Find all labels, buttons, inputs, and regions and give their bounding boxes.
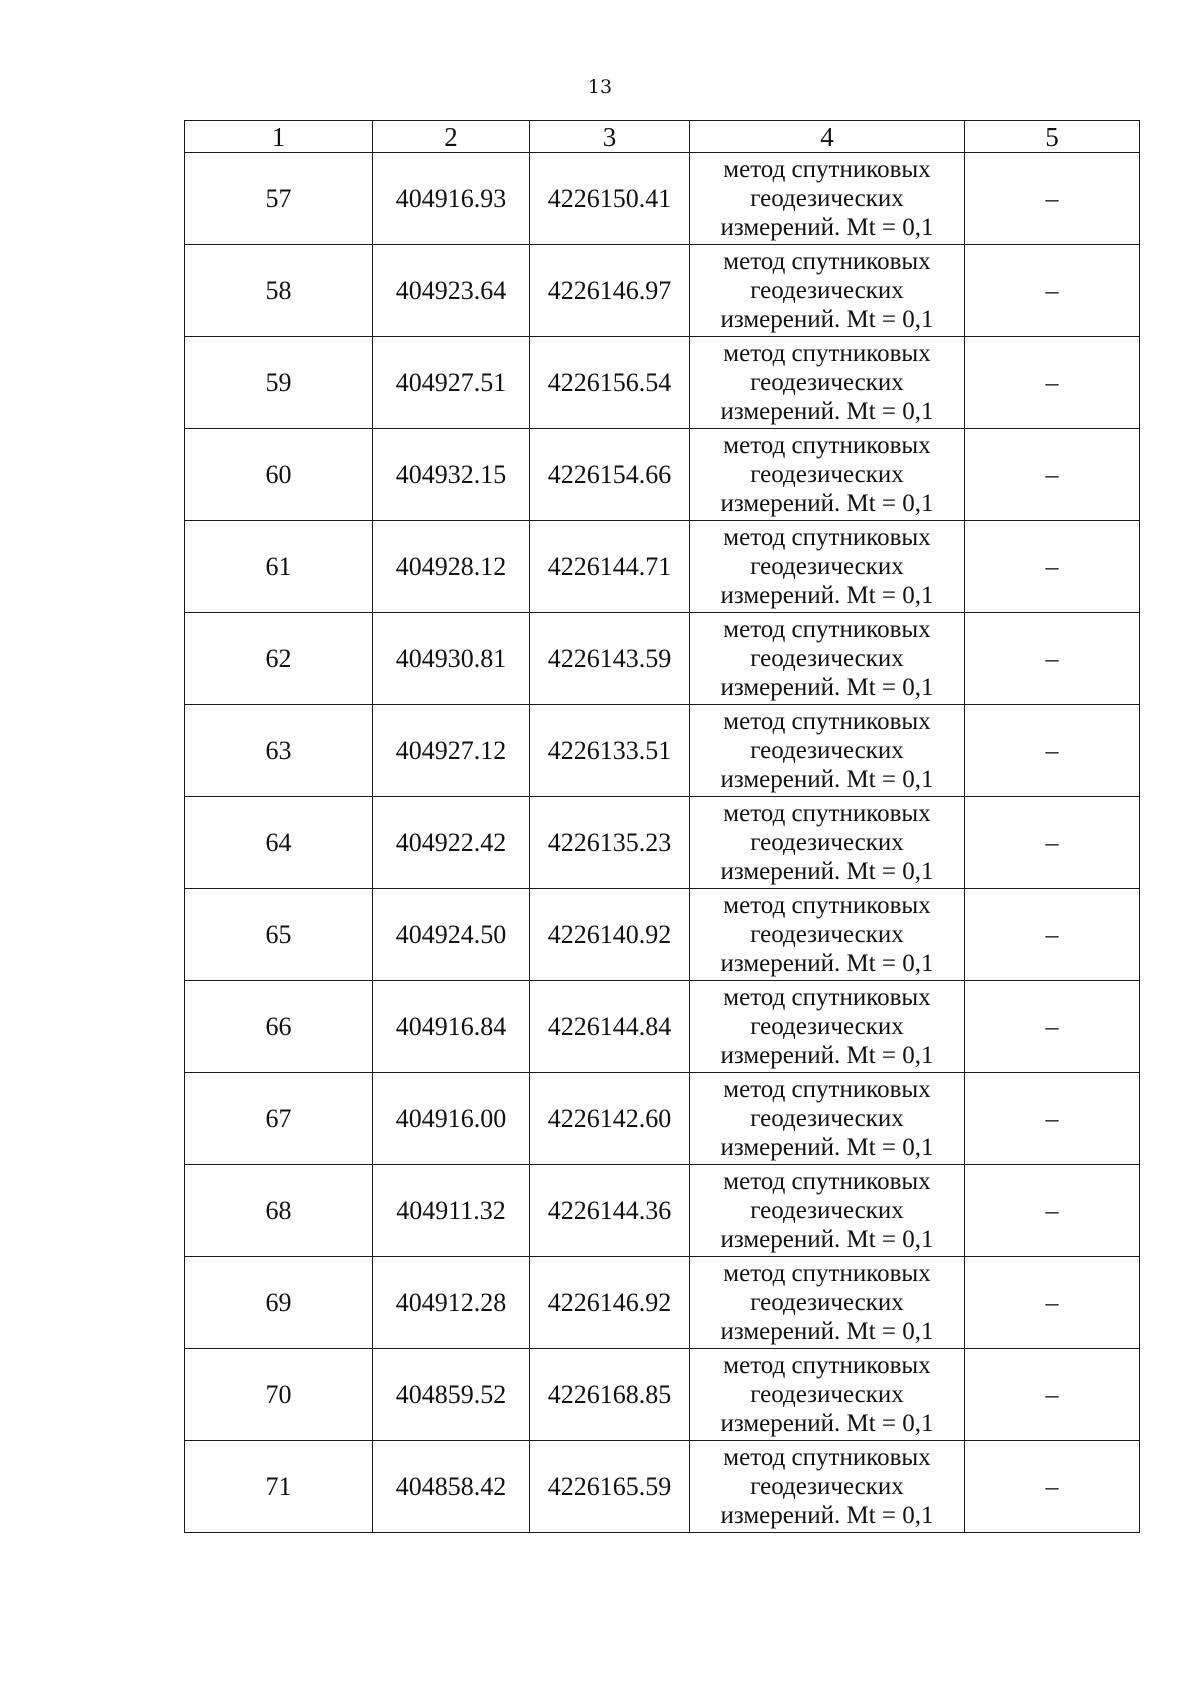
note-cell: – — [965, 1165, 1140, 1257]
method-line: метод спутниковых — [723, 708, 931, 735]
method-cell — [690, 1349, 965, 1441]
method-line: метод спутниковых — [723, 524, 931, 551]
method-line: метод спутниковых — [723, 156, 931, 183]
method-line: измерений. Mt = 0,1 — [720, 1042, 934, 1069]
point-number-cell: 67 — [185, 1073, 373, 1165]
method-cell — [690, 1073, 965, 1165]
table-row — [185, 337, 1140, 429]
point-number-cell: 64 — [185, 797, 373, 889]
note-cell: – — [965, 521, 1140, 613]
method-cell — [690, 705, 965, 797]
method-cell — [690, 521, 965, 613]
y-coordinate-cell: 4226168.85 — [530, 1349, 690, 1441]
y-coordinate-cell: 4226144.71 — [530, 521, 690, 613]
method-line: геодезических — [750, 1013, 904, 1040]
y-coordinate-cell: 4226144.36 — [530, 1165, 690, 1257]
x-coordinate-cell: 404930.81 — [373, 613, 530, 705]
method-line: геодезических — [750, 277, 904, 304]
method-line: метод спутниковых — [723, 432, 931, 459]
column-header: 5 — [965, 121, 1140, 153]
table-row — [185, 1441, 1140, 1533]
x-coordinate-cell: 404922.42 — [373, 797, 530, 889]
note-cell: – — [965, 429, 1140, 521]
method-cell — [690, 1441, 965, 1533]
method-line: метод спутниковых — [723, 1260, 931, 1287]
method-line: измерений. Mt = 0,1 — [720, 398, 934, 425]
point-number-cell: 70 — [185, 1349, 373, 1441]
point-number-cell: 71 — [185, 1441, 373, 1533]
point-number-cell: 60 — [185, 429, 373, 521]
table-row — [185, 153, 1140, 245]
note-cell: – — [965, 797, 1140, 889]
table-row — [185, 521, 1140, 613]
method-cell — [690, 429, 965, 521]
method-line: метод спутниковых — [723, 616, 931, 643]
table-row — [185, 1257, 1140, 1349]
method-line: измерений. Mt = 0,1 — [720, 1226, 934, 1253]
y-coordinate-cell: 4226146.97 — [530, 245, 690, 337]
method-line: геодезических — [750, 829, 904, 856]
table-row — [185, 613, 1140, 705]
column-header: 3 — [530, 121, 690, 153]
x-coordinate-cell: 404927.51 — [373, 337, 530, 429]
method-line: метод спутниковых — [723, 984, 931, 1011]
note-cell: – — [965, 1441, 1140, 1533]
note-cell: – — [965, 1257, 1140, 1349]
method-line: геодезических — [750, 1289, 904, 1316]
method-line: метод спутниковых — [723, 340, 931, 367]
method-line: геодезических — [750, 369, 904, 396]
method-line: геодезических — [750, 1473, 904, 1500]
y-coordinate-cell: 4226144.84 — [530, 981, 690, 1073]
table-row — [185, 245, 1140, 337]
point-number-cell: 66 — [185, 981, 373, 1073]
note-cell: – — [965, 981, 1140, 1073]
y-coordinate-cell: 4226135.23 — [530, 797, 690, 889]
method-cell — [690, 153, 965, 245]
method-cell — [690, 797, 965, 889]
table-row — [185, 981, 1140, 1073]
point-number-cell: 69 — [185, 1257, 373, 1349]
method-cell — [690, 245, 965, 337]
method-line: геодезических — [750, 185, 904, 212]
method-line: метод спутниковых — [723, 1444, 931, 1471]
method-cell — [690, 889, 965, 981]
method-line: измерений. Mt = 0,1 — [720, 766, 934, 793]
method-line: геодезических — [750, 1381, 904, 1408]
note-cell: – — [965, 245, 1140, 337]
method-cell — [690, 981, 965, 1073]
x-coordinate-cell: 404916.84 — [373, 981, 530, 1073]
table-row — [185, 1165, 1140, 1257]
method-cell — [690, 1165, 965, 1257]
column-header: 4 — [690, 121, 965, 153]
x-coordinate-cell: 404911.32 — [373, 1165, 530, 1257]
method-line: геодезических — [750, 1197, 904, 1224]
method-line: измерений. Mt = 0,1 — [720, 950, 934, 977]
x-coordinate-cell: 404858.42 — [373, 1441, 530, 1533]
column-header: 2 — [373, 121, 530, 153]
method-line: измерений. Mt = 0,1 — [720, 1318, 934, 1345]
x-coordinate-cell: 404932.15 — [373, 429, 530, 521]
page-number: 13 — [587, 76, 613, 98]
y-coordinate-cell: 4226140.92 — [530, 889, 690, 981]
point-number-cell: 68 — [185, 1165, 373, 1257]
method-line: измерений. Mt = 0,1 — [720, 1134, 934, 1161]
table-body — [185, 153, 1140, 1533]
note-cell: – — [965, 889, 1140, 981]
x-coordinate-cell: 404924.50 — [373, 889, 530, 981]
y-coordinate-cell: 4226165.59 — [530, 1441, 690, 1533]
method-line: метод спутниковых — [723, 800, 931, 827]
method-cell — [690, 613, 965, 705]
method-line: геодезических — [750, 553, 904, 580]
note-cell: – — [965, 1073, 1140, 1165]
point-number-cell: 61 — [185, 521, 373, 613]
y-coordinate-cell: 4226150.41 — [530, 153, 690, 245]
note-cell: – — [965, 613, 1140, 705]
method-line: метод спутниковых — [723, 1168, 931, 1195]
method-line: измерений. Mt = 0,1 — [720, 582, 934, 609]
method-line: метод спутниковых — [723, 892, 931, 919]
x-coordinate-cell: 404927.12 — [373, 705, 530, 797]
point-number-cell: 65 — [185, 889, 373, 981]
note-cell: – — [965, 705, 1140, 797]
x-coordinate-cell: 404923.64 — [373, 245, 530, 337]
method-line: измерений. Mt = 0,1 — [720, 674, 934, 701]
note-cell: – — [965, 1349, 1140, 1441]
y-coordinate-cell: 4226146.92 — [530, 1257, 690, 1349]
method-cell — [690, 1257, 965, 1349]
table-row — [185, 889, 1140, 981]
header-row — [185, 121, 1140, 153]
method-line: геодезических — [750, 737, 904, 764]
method-line: измерений. Mt = 0,1 — [720, 490, 934, 517]
table-row — [185, 797, 1140, 889]
table-row — [185, 429, 1140, 521]
x-coordinate-cell: 404859.52 — [373, 1349, 530, 1441]
method-line: геодезических — [750, 1105, 904, 1132]
method-line: измерений. Mt = 0,1 — [720, 306, 934, 333]
method-line: метод спутниковых — [723, 248, 931, 275]
method-line: геодезических — [750, 461, 904, 488]
y-coordinate-cell: 4226154.66 — [530, 429, 690, 521]
method-line: измерений. Mt = 0,1 — [720, 214, 934, 241]
x-coordinate-cell: 404916.93 — [373, 153, 530, 245]
point-number-cell: 58 — [185, 245, 373, 337]
table-row — [185, 1073, 1140, 1165]
x-coordinate-cell: 404928.12 — [373, 521, 530, 613]
method-cell — [690, 337, 965, 429]
table-row — [185, 1349, 1140, 1441]
x-coordinate-cell: 404916.00 — [373, 1073, 530, 1165]
note-cell: – — [965, 153, 1140, 245]
x-coordinate-cell: 404912.28 — [373, 1257, 530, 1349]
method-line: измерений. Mt = 0,1 — [720, 858, 934, 885]
method-line: геодезических — [750, 645, 904, 672]
point-number-cell: 57 — [185, 153, 373, 245]
y-coordinate-cell: 4226143.59 — [530, 613, 690, 705]
point-number-cell: 59 — [185, 337, 373, 429]
note-cell: – — [965, 337, 1140, 429]
coordinates-table — [184, 120, 1140, 1533]
method-line: метод спутниковых — [723, 1352, 931, 1379]
method-line: геодезических — [750, 921, 904, 948]
method-line: метод спутниковых — [723, 1076, 931, 1103]
y-coordinate-cell: 4226133.51 — [530, 705, 690, 797]
point-number-cell: 62 — [185, 613, 373, 705]
y-coordinate-cell: 4226156.54 — [530, 337, 690, 429]
point-number-cell: 63 — [185, 705, 373, 797]
column-header: 1 — [185, 121, 373, 153]
method-line: измерений. Mt = 0,1 — [720, 1410, 934, 1437]
method-line: измерений. Mt = 0,1 — [720, 1502, 934, 1529]
y-coordinate-cell: 4226142.60 — [530, 1073, 690, 1165]
table-row — [185, 705, 1140, 797]
